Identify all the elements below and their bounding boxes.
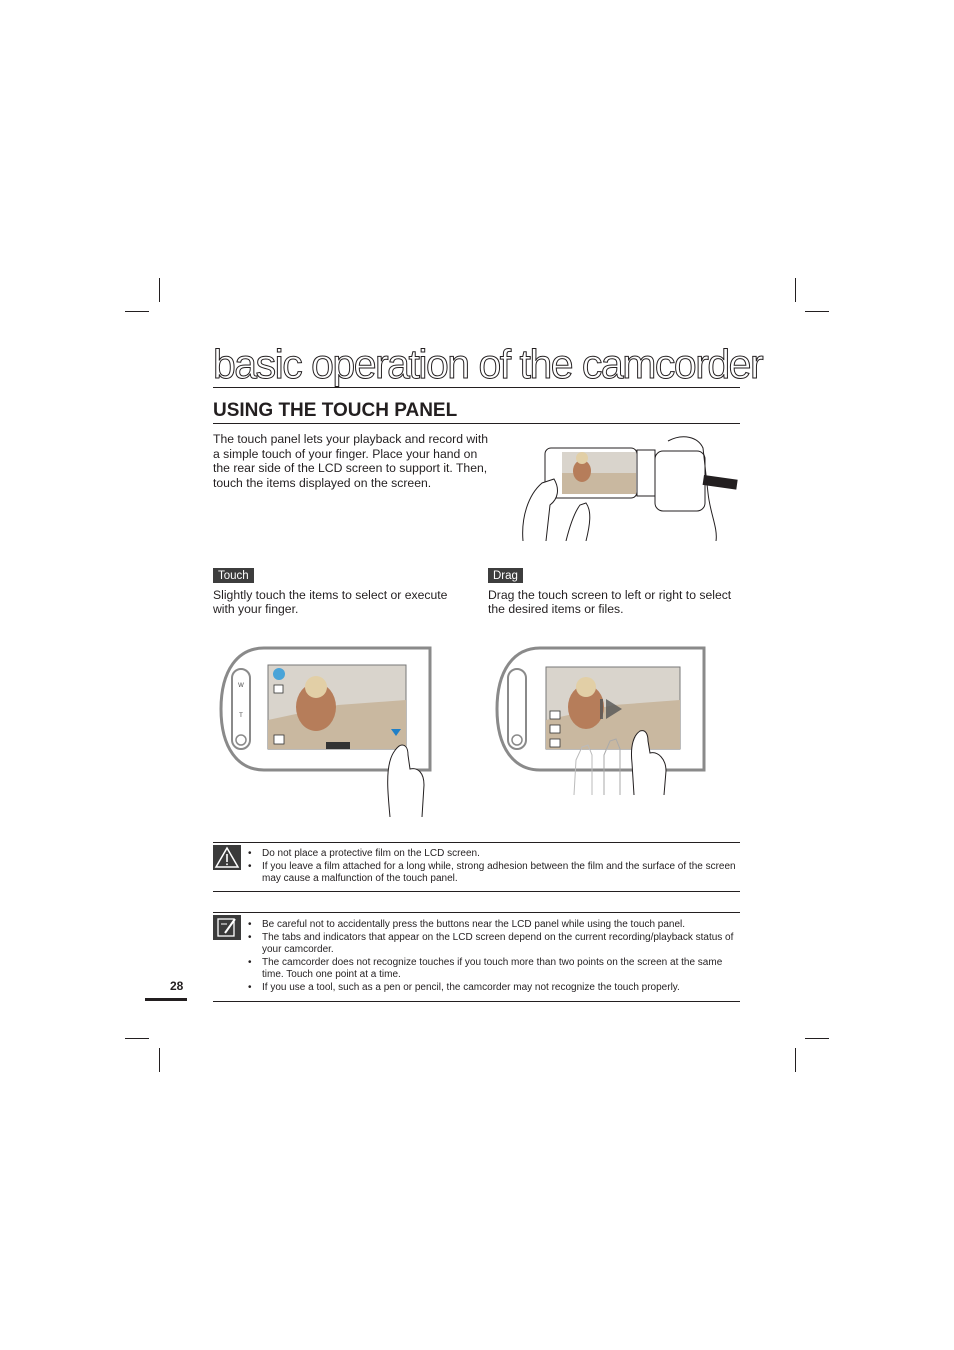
crop-mark <box>125 311 149 312</box>
page-number-bar <box>145 998 187 1001</box>
crop-mark <box>795 1048 796 1072</box>
crop-mark <box>125 1038 149 1039</box>
caution-item: • Do not place a protective film on the LCD screen. <box>248 848 740 861</box>
caution-item: • If you leave a film attached for a long while, strong adhesion between the film and the surface of the screen may cause a malfunction of the touch panel. <box>248 861 740 886</box>
zoom-wide-label: W <box>238 683 244 689</box>
caution-box <box>213 842 740 892</box>
crop-mark <box>159 1048 160 1072</box>
crop-mark <box>159 278 160 302</box>
touch-description: Slightly touch the items to select or execute with your finger. <box>213 588 448 617</box>
drag-illustration <box>494 645 709 795</box>
section-heading: USING THE TOUCH PANEL <box>213 400 740 424</box>
touch-illustration <box>218 645 433 817</box>
notes-list <box>248 919 740 995</box>
caution-list <box>248 848 740 886</box>
camcorder-hand-illustration <box>518 433 743 541</box>
page-number: 28 <box>170 979 184 993</box>
note-item: • The camcorder does not recognize touches if you touch more than two points on the screen at the same time. Touch one point at a time. <box>248 957 740 982</box>
note-item: • Be careful not to accidentally press the buttons near the LCD panel while using the touch panel. <box>248 919 740 932</box>
drag-label: Drag <box>488 568 523 583</box>
crop-mark <box>805 1038 829 1039</box>
note-item: • If you use a tool, such as a pen or pencil, the camcorder may not recognize the touch properly. <box>248 982 740 995</box>
intro-text: The touch panel lets your playback and record with a simple touch of your finger. Place your hand on the rear side of the LCD screen to support it. Then, touch the items displayed on the screen. <box>213 432 489 490</box>
note-pencil-icon <box>213 915 241 940</box>
note-item: • The tabs and indicators that appear on the LCD screen depend on the current recording/playback status of your camcorder. <box>248 932 740 957</box>
page-title: basic operation of the camcorder <box>213 341 763 387</box>
touch-label: Touch <box>213 568 254 583</box>
crop-mark <box>795 278 796 302</box>
warning-triangle-icon <box>213 845 241 870</box>
zoom-tele-label: T <box>239 713 243 719</box>
notes-box <box>213 912 740 1002</box>
crop-mark <box>805 311 829 312</box>
drag-description: Drag the touch screen to left or right to select the desired items or files. <box>488 588 732 617</box>
